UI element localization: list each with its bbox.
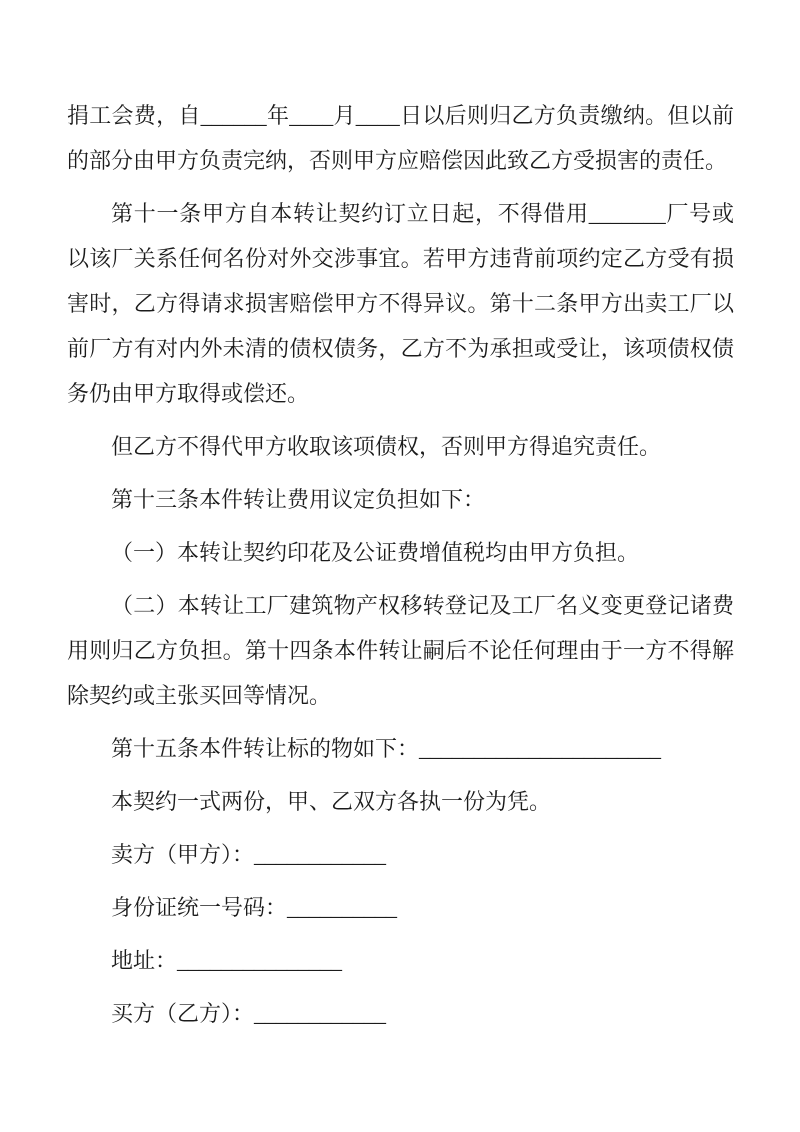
para-address: 地址：_______________ — [111, 948, 343, 973]
para-id-number: 身份证统一号码：__________ — [111, 895, 398, 920]
para-seller-signature: 卖方（甲方）：____________ — [111, 842, 387, 867]
para-item-1: （一）本转让契约印花及公证费增值税均由甲方负担。 — [111, 540, 640, 565]
para-article-13: 第十三条本件转让费用议定负担如下： — [111, 487, 486, 512]
para-item-2-article-14: （二）本转让工厂建筑物产权移转登记及工厂名义变更登记诸费用则归乙方负担。第十四条本件转让嗣后不论任何理由于一方不得解除契约或主张买回等情况。 — [67, 593, 734, 708]
para-buyer-signature: 买方（乙方）：____________ — [111, 1001, 387, 1026]
para-article-11-12: 第十一条甲方自本转让契约订立日起，不得借用_______厂号或以该厂关系任何名份对外交涉事宜。若甲方违背前项约定乙方受有损害时，乙方得请求损害赔偿甲方不得异议。第十二条甲方出卖工厂以前厂方有对内外未清的债权债务，乙方不为承担或受让，该项债权债务仍由甲方取得或偿还。 — [67, 201, 734, 406]
para-debt-collection: 但乙方不得代甲方收取该项债权，否则甲方得追究责任。 — [111, 434, 662, 459]
para-article-15-subject: 第十五条本件转让标的物如下：______________________ — [111, 736, 662, 761]
para-copies: 本契约一式两份，甲、乙双方各执一份为凭。 — [111, 789, 552, 814]
para-union-fee-continuation: 捐工会费，自______年____月____日以后则归乙方负责缴纳。但以前的部分由甲方负责完纳，否则甲方应赔偿因此致乙方受损害的责任。 — [67, 103, 734, 173]
